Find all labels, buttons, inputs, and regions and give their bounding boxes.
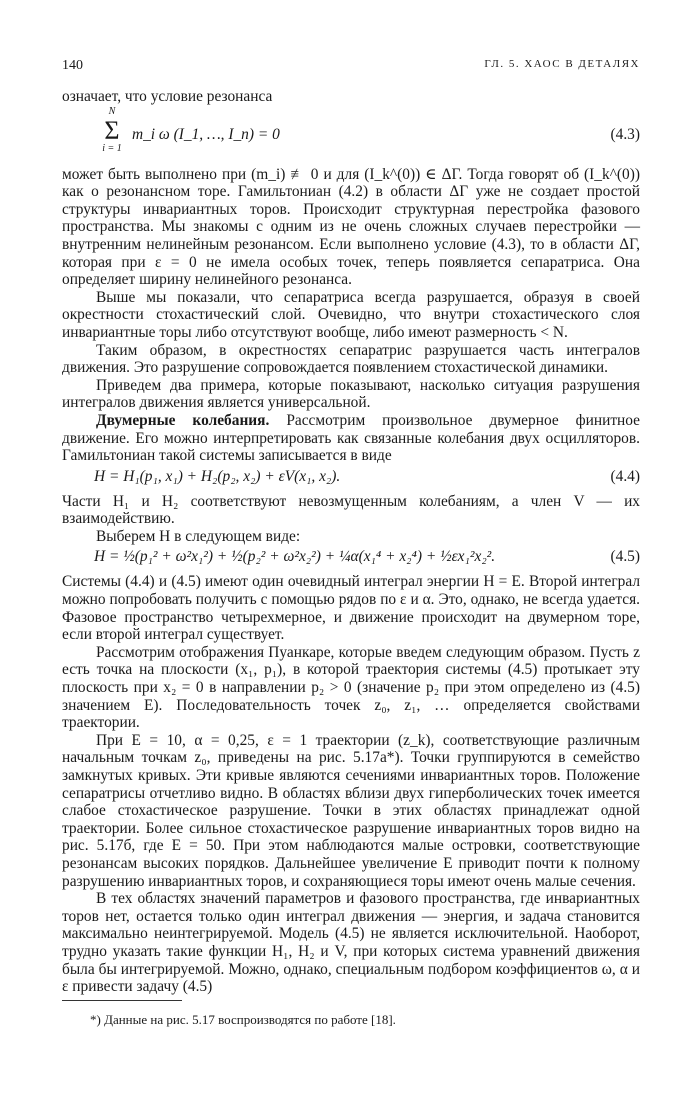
paragraph: Части H₁ и H₂ соответствуют невозмущенным колебаниям, а член V — их взаимодействию. (62, 492, 640, 528)
equation-4-4 (62, 465, 640, 493)
equation-formula: H = H₁(p₁, x₁) + H₂(p₂, x₂) + εV(x₁, x₂). (94, 467, 341, 485)
paragraph: Выше мы показали, что сепаратриса всегда разрушается, образуя в своей окрестности стохастический слой. Очевидно, что внутри стохастического слоя инвариантные торы либо отсутствуют вообще, либо имеют размерность < N. (62, 288, 640, 341)
paragraph: Рассмотрим отображения Пуанкаре, которые введем следующим образом. Пусть z есть точка на плоскости (x₁, p₁), в которой траектория системы (4.5) протыкает эту плоскость при x₂ = 0 в направлении p₂ > 0 (значение p₂ при этом определено из (4.5) значением E). Последовательность точек z₀, z₁, … определяется свойствами траектории. (62, 643, 640, 732)
equation-number: (4.5) (610, 548, 640, 566)
equation-number: (4.3) (610, 125, 640, 143)
footnote-rule (62, 1000, 182, 1001)
summation-sign: N Σ i = 1 (102, 105, 122, 154)
page-number: 140 (62, 58, 83, 73)
paragraph: Таким образом, в окрестностях сепаратрис разрушается часть интегралов движения. Это разрушение сопровождается появлением стохастической динамики. (62, 341, 640, 377)
paragraph: Двумерные колебания. Рассмотрим произвольное двумерное финитное движение. Его можно интерпретировать как связанные колебания двух осцилляторов. Гамильтониан такой системы записывается в виде (62, 411, 640, 465)
page-header (62, 58, 640, 78)
paragraph: означает, что условие резонанса (62, 88, 273, 105)
equation-4-3 (62, 106, 640, 166)
paragraph: может быть выполнено при (m_i) ≢ 0 и для (I_k^(0)) ∈ ΔΓ. Тогда говорят об (I_k^(0)) как о резонансном торе. Гамильтониан (4.2) в области ΔΓ уже не создает простой структуры инвариантных торов. Происходит структурная перестройка фазового пространства. Мы знакомы с одним из не очень сложных случаев перестройки — внутренним нелинейным резонансом. Если выполнено условие (4.3), то в области ΔΓ, которая при ε = 0 не имела особых точек, теперь появляется сепаратриса. Она определяет ширину нелинейного резонанса. (62, 165, 640, 289)
equation-4-5 (62, 545, 640, 573)
running-title: ГЛ. 5. ХАОС В ДЕТАЛЯХ (484, 58, 640, 70)
paragraph: В тех областях значений параметров и фазового пространства, где инвариантных торов нет, остается только один интеграл движения — энергия, и задача становится максимально неинтегрируемой. Модель (4.5) не является исключительной. Наоборот, трудно указать такие функции H₁, H₂ и V, при которых система уравнений движения была бы интегрируемой. Можно, однако, специальным подбором коэффициентов ω, α и ε привести задачу (4.5) (62, 890, 640, 996)
paragraph: Выберем H в следующем виде: (96, 527, 301, 545)
paragraph: Системы (4.4) и (4.5) имеют один очевидный интеграл энергии H = E. Второй интеграл можно попробовать получить с помощью рядов по ε и α. Это, однако, не всегда удается. Фазовое пространство четырехмерное, и движение происходит на двумерном торе, если второй интеграл существует. (62, 573, 640, 644)
paragraph: Приведем два примера, которые показывают, насколько ситуация разрушения интегралов движения является универсальной. (62, 376, 640, 412)
paragraph: При E = 10, α = 0,25, ε = 1 траектории (z_k), соответствующие различным начальным точкам z₀, приведены на рис. 5.17а*). Точки группируются в семейство замкнутых кривых. Эти кривые являются сечениями инвариантных торов. Положение сепаратрисы отчетливо видно. В областях вблизи двух гиперболических точек имеется слабое стохастическое разрушение. Точки в этих областях принадлежат одной траектории. Более сильное стохастическое разрушение инвариантных торов видно на рис. 5.17б, где E = 50. При этом наблюдаются малые островки, соответствующие резонансам высоких порядков. Дальнейшее увеличение E приводит почти к полному разрушению инвариантных торов, и сохраняющиеся торы имеют очень малые сечения. (62, 731, 640, 890)
equation-number: (4.4) (610, 467, 640, 485)
section-heading: Двумерные колебания. (96, 411, 270, 429)
equation-formula: m_i ω (I_1, …, I_n) = 0 (132, 125, 280, 143)
page-body (62, 88, 640, 996)
footnote: *) Данные на рис. 5.17 воспроизводятся по работе [18]. (90, 1012, 396, 1027)
equation-formula: H = ½(p₁² + ω²x₁²) + ½(p₂² + ω²x₂²) + ¼α(x₁⁴ + x₂⁴) + ½εx₁²x₂². (94, 548, 496, 566)
